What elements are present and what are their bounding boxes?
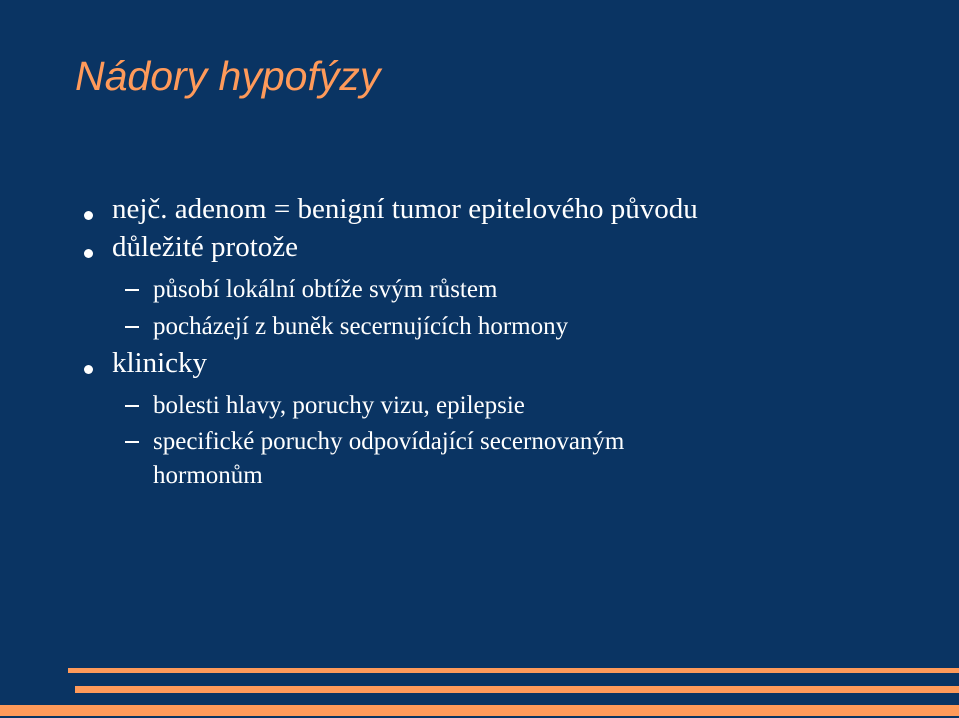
sub-bullet-dash-icon	[125, 289, 139, 291]
bullet-item: klinicky	[112, 347, 208, 379]
sub-bullet-dash-icon	[125, 405, 139, 407]
sub-bullet-dash-icon	[125, 326, 139, 328]
sub-bullet-continuation: hormonům	[153, 462, 263, 489]
sub-bullet-item: bolesti hlavy, poruchy vizu, epilepsie	[153, 392, 525, 419]
sub-bullet-item: specifické poruchy odpovídající secernovaným	[153, 428, 625, 455]
sub-bullet-item: působí lokální obtíže svým růstem	[153, 276, 498, 303]
bullet-item: nejč. adenom = benigní tumor epitelového původu	[112, 193, 698, 225]
bullet-dot-icon	[84, 211, 93, 220]
decorative-stripe	[75, 686, 959, 693]
slide-title: Nádory hypofýzy	[75, 53, 381, 99]
bullet-dot-icon	[84, 249, 93, 258]
decorative-stripe	[68, 668, 959, 673]
decorative-stripe	[0, 705, 959, 716]
sub-bullet-item: pocházejí z buněk secernujících hormony	[153, 313, 569, 340]
bullet-item: důležité protože	[112, 231, 298, 263]
bullet-dot-icon	[84, 365, 93, 374]
sub-bullet-dash-icon	[125, 441, 139, 443]
